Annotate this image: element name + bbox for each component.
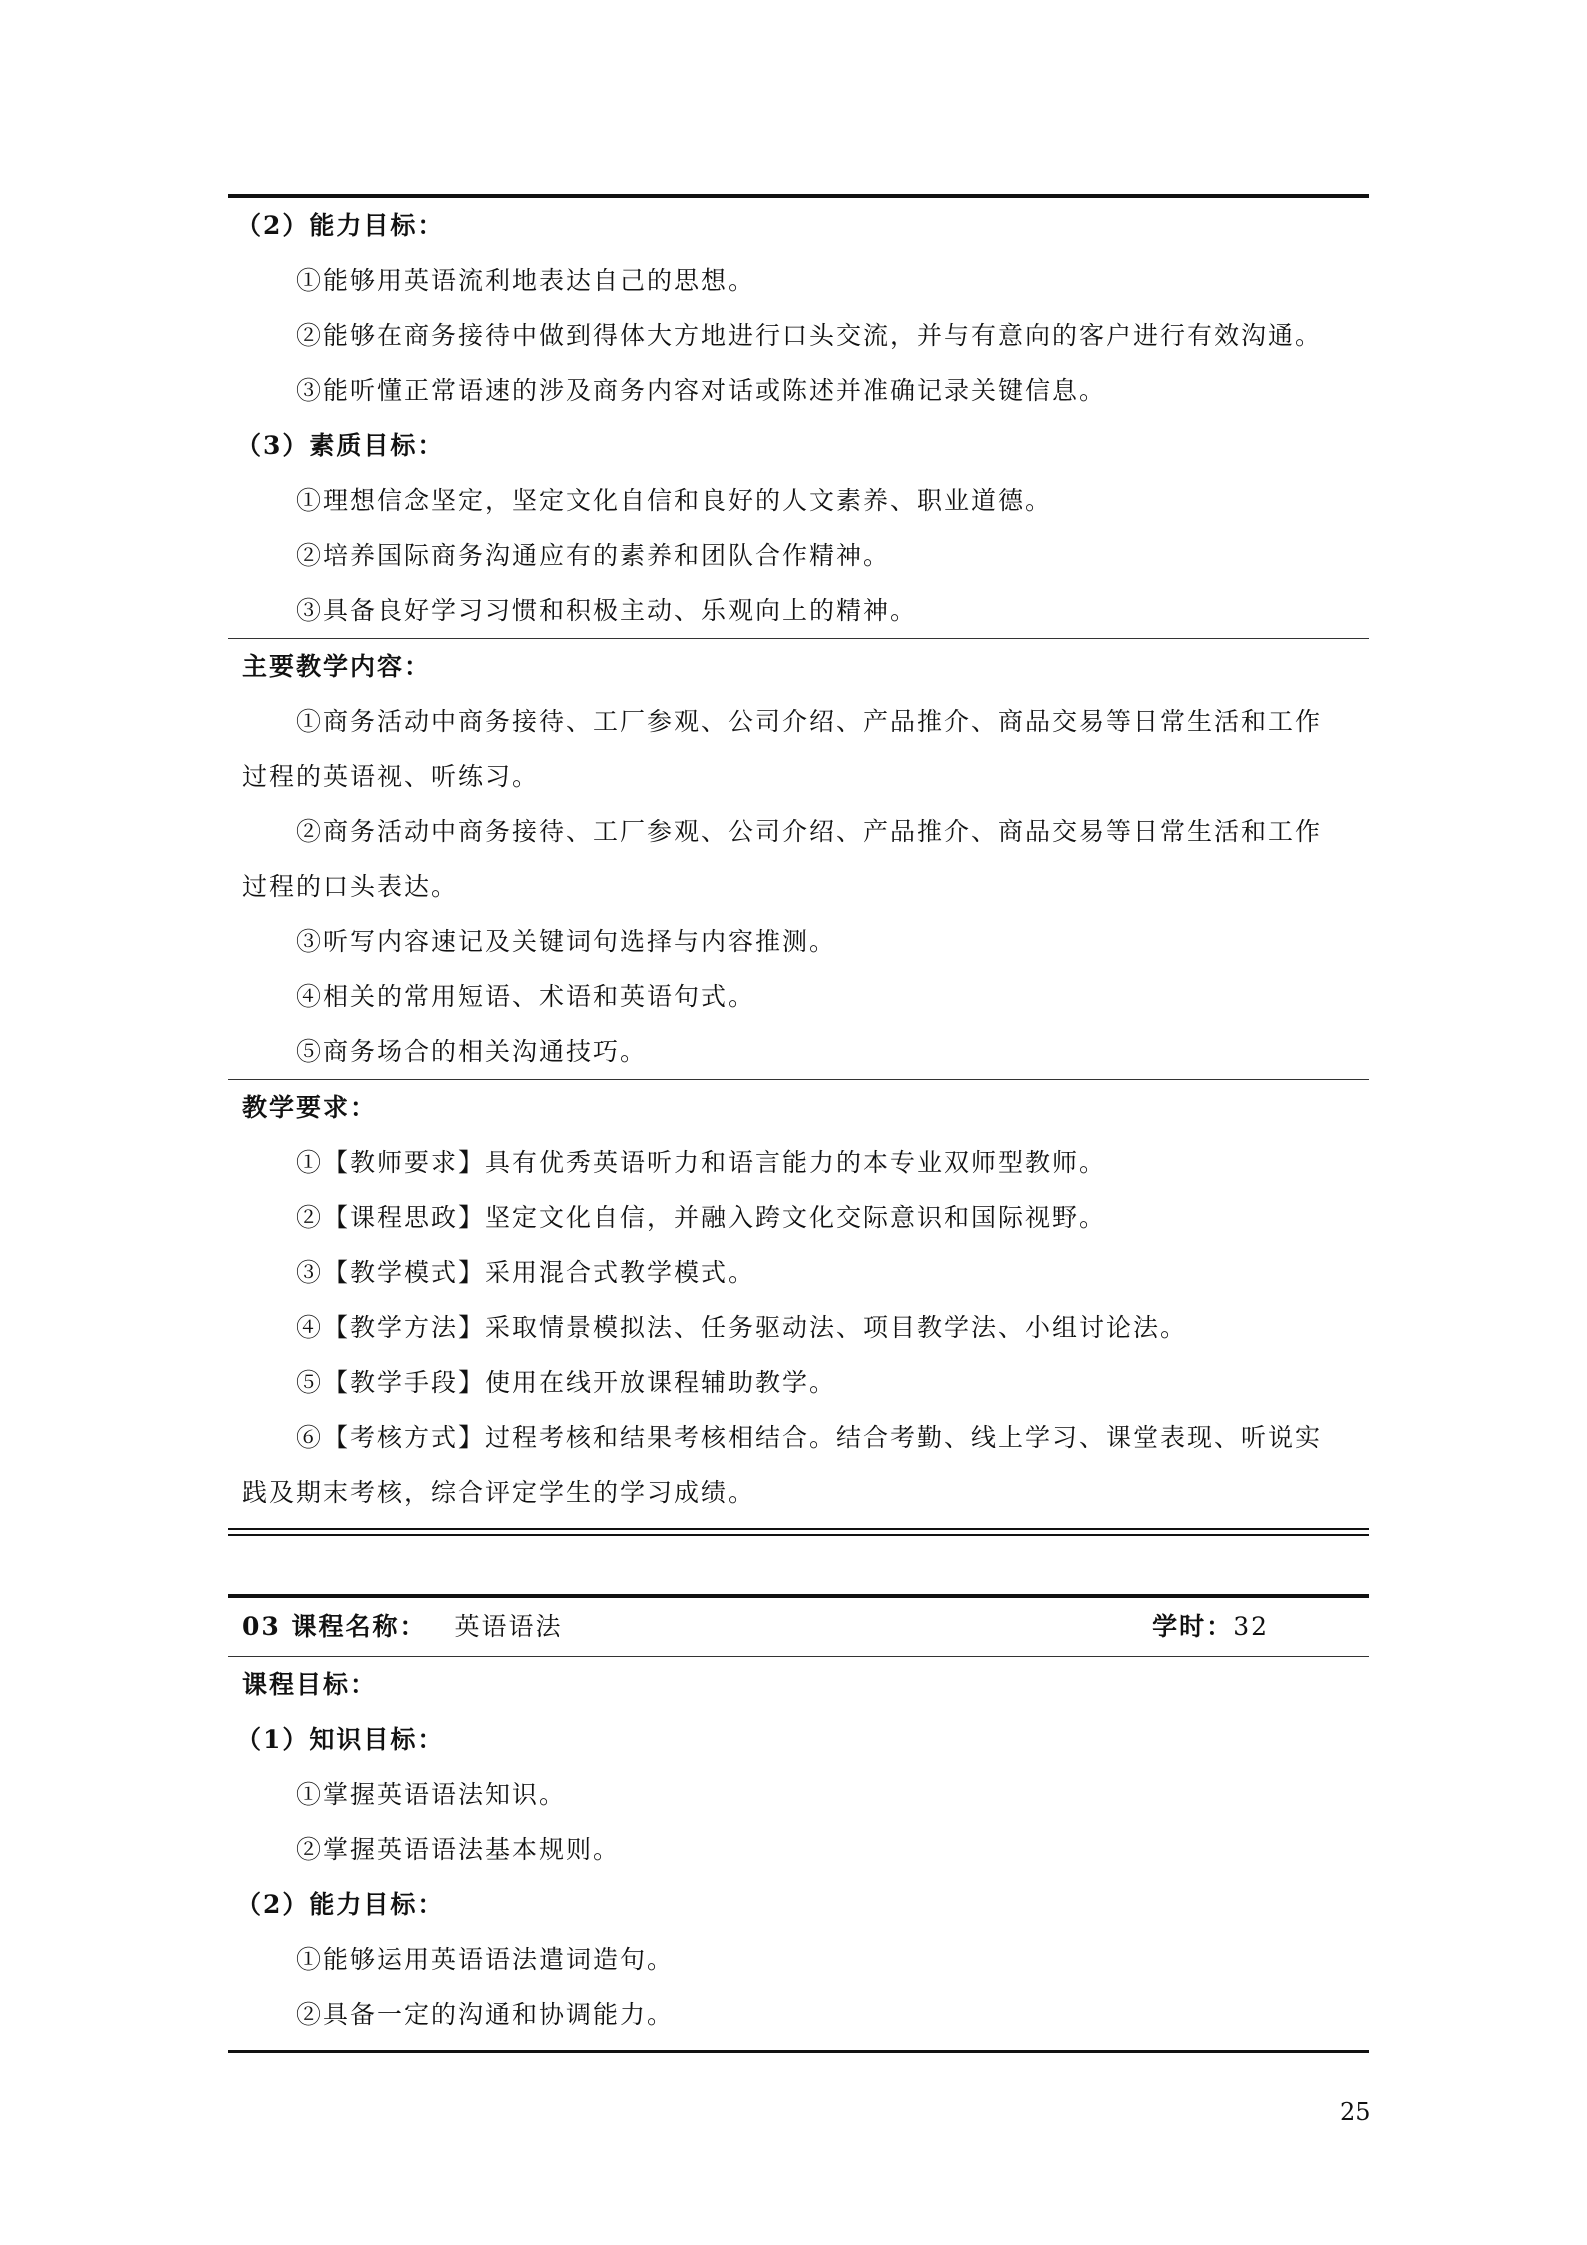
course-title bbox=[242, 1598, 562, 1656]
course-title-row bbox=[228, 1598, 1369, 1656]
content-item-3: ③听写内容速记及关键词句选择与内容推测。 bbox=[296, 927, 837, 956]
spacer bbox=[228, 1536, 1369, 1594]
requirements-heading: 教学要求： bbox=[242, 1093, 378, 1122]
knowledge-item-2: ②掌握英语语法基本规则。 bbox=[296, 1835, 621, 1864]
course-label: 03 课程名称： bbox=[242, 1612, 427, 1641]
content-item-4: ④相关的常用短语、术语和英语句式。 bbox=[296, 982, 756, 1011]
quality-item-2: ②培养国际商务沟通应有的素养和团队合作精神。 bbox=[296, 541, 891, 570]
content-heading: 主要教学内容： bbox=[242, 652, 432, 681]
ability2-item-2: ②具备一定的沟通和协调能力。 bbox=[296, 2000, 675, 2029]
knowledge-heading: （1）知识目标： bbox=[236, 1725, 445, 1754]
ability-item-3: ③能听懂正常语速的涉及商务内容对话或陈述并准确记录关键信息。 bbox=[296, 376, 1107, 405]
ability-heading: （2）能力目标： bbox=[236, 211, 445, 240]
content-item-1-cont: 过程的英语视、听练习。 bbox=[242, 762, 540, 791]
page-number: 25 bbox=[1340, 2098, 1371, 2126]
content-item-1: ①商务活动中商务接待、工厂参观、公司介绍、产品推介、商品交易等日常生活和工作 bbox=[296, 707, 1323, 736]
table-end-rule bbox=[228, 1528, 1369, 1536]
ability-item-1: ①能够用英语流利地表达自己的思想。 bbox=[296, 266, 756, 295]
requirement-item-1: ①【教师要求】具有优秀英语听力和语言能力的本专业双师型教师。 bbox=[296, 1148, 1107, 1177]
requirement-item-2: ②【课程思政】坚定文化自信，并融入跨文化交际意识和国际视野。 bbox=[296, 1203, 1107, 1232]
course-hours bbox=[1152, 1598, 1269, 1656]
quality-item-3: ③具备良好学习习惯和积极主动、乐观向上的精神。 bbox=[296, 596, 918, 625]
page-content bbox=[228, 194, 1369, 2053]
requirement-item-4: ④【教学方法】采取情景模拟法、任务驱动法、项目教学法、小组讨论法。 bbox=[296, 1313, 1188, 1342]
requirement-item-6-cont: 践及期末考核，综合评定学生的学习成绩。 bbox=[242, 1478, 756, 1507]
requirement-item-6: ⑥【考核方式】过程考核和结果考核相结合。结合考勤、线上学习、课堂表现、听说实 bbox=[296, 1423, 1323, 1452]
hours-value: 32 bbox=[1233, 1612, 1269, 1641]
requirement-item-5: ⑤【教学手段】使用在线开放课程辅助教学。 bbox=[296, 1368, 837, 1397]
course-name: 英语语法 bbox=[454, 1612, 563, 1641]
knowledge-item-1: ①掌握英语语法知识。 bbox=[296, 1780, 567, 1809]
ability2-item-1: ①能够运用英语语法遣词造句。 bbox=[296, 1945, 675, 1974]
quality-item-1: ①理想信念坚定，坚定文化自信和良好的人文素养、职业道德。 bbox=[296, 486, 1053, 515]
content-item-5: ⑤商务场合的相关沟通技巧。 bbox=[296, 1037, 648, 1066]
content-item-2-cont: 过程的口头表达。 bbox=[242, 872, 459, 901]
requirement-item-3: ③【教学模式】采用混合式教学模式。 bbox=[296, 1258, 756, 1287]
hours-label: 学时： bbox=[1152, 1612, 1234, 1641]
ability2-heading: （2）能力目标： bbox=[236, 1890, 445, 1919]
bottom-rule bbox=[228, 2050, 1369, 2053]
goal-heading: 课程目标： bbox=[242, 1670, 378, 1699]
content-item-2: ②商务活动中商务接待、工厂参观、公司介绍、产品推介、商品交易等日常生活和工作 bbox=[296, 817, 1323, 846]
quality-heading: （3）素质目标： bbox=[236, 431, 445, 460]
ability-item-2: ②能够在商务接待中做到得体大方地进行口头交流，并与有意向的客户进行有效沟通。 bbox=[296, 321, 1323, 350]
